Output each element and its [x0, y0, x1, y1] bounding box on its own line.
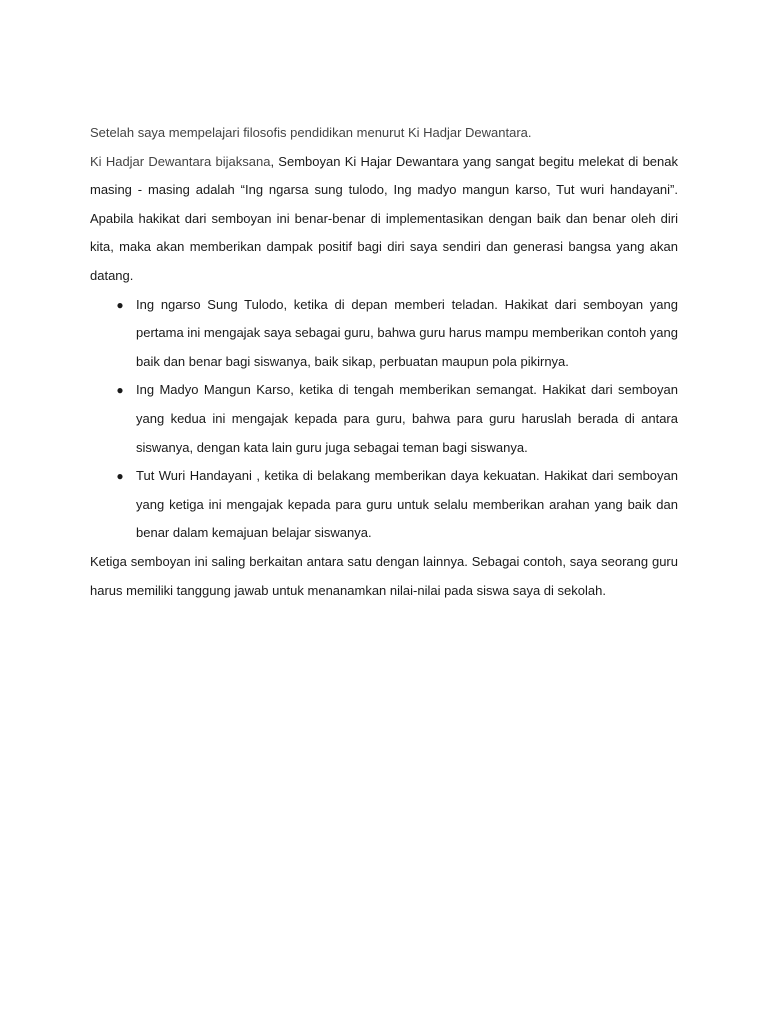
intro-text: Setelah saya mempelajari filosofis pendidikan menurut Ki Hadjar Dewantara.	[90, 125, 532, 140]
list-item-text: Tut Wuri Handayani , ketika di belakang memberikan daya kekuatan. Hakikat dari semboyan yang ketiga ini mengajak kepada para guru untuk selalu memberikan arahan yang baik dan benar dalam kemajuan belajar siswanya.	[136, 468, 678, 541]
bullet-dot-icon: ●	[116, 469, 124, 484]
paragraph-1-body: , Semboyan Ki Hajar Dewantara yang sangat begitu melekat di benak masing - masing adalah “Ing ngarsa sung tulodo, Ing madyo mangun karso, Tut wuri handayani”. Apabila hakikat dari semboyan ini benar-benar di implementasikan dengan baik dan benar oleh diri kita, maka akan memberikan dampak positif bagi diri saya sendiri dan generasi bangsa yang akan datang.	[90, 153, 678, 283]
closing-text: Ketiga semboyan ini saling berkaitan antara satu dengan lainnya. Sebagai contoh, saya seorang guru harus memiliki tanggung jawab untuk menanamkan nilai-nilai pada siswa saya di sekolah.	[90, 553, 678, 598]
paragraph-1	[90, 148, 678, 291]
list-item-text: Ing ngarso Sung Tulodo, ketika di depan memberi teladan. Hakikat dari semboyan yang pertama ini mengajak saya sebagai guru, bahwa guru harus mampu memberikan contoh yang baik dan benar bagi siswanya, baik sikap, perbuatan maupun pola pikirnya.	[136, 296, 678, 369]
bullet-dot-icon: ●	[116, 297, 124, 312]
document-page	[90, 119, 678, 605]
bullet-dot-icon: ●	[116, 383, 124, 398]
list-item-text: Ing Madyo Mangun Karso, ketika di tengah memberikan semangat. Hakikat dari semboyan yang kedua ini mengajak kepada para guru, bahwa para guru haruslah berada di antara siswanya, dengan kata lain guru juga sebagai teman bagi siswanya.	[136, 382, 678, 455]
paragraph-1-lead: Ki Hadjar Dewantara bijaksana	[90, 153, 271, 169]
list-item	[90, 462, 678, 548]
closing-paragraph	[90, 548, 678, 605]
bullet-list	[90, 291, 678, 548]
intro-line	[90, 119, 678, 148]
list-item	[90, 291, 678, 377]
list-item	[90, 376, 678, 462]
